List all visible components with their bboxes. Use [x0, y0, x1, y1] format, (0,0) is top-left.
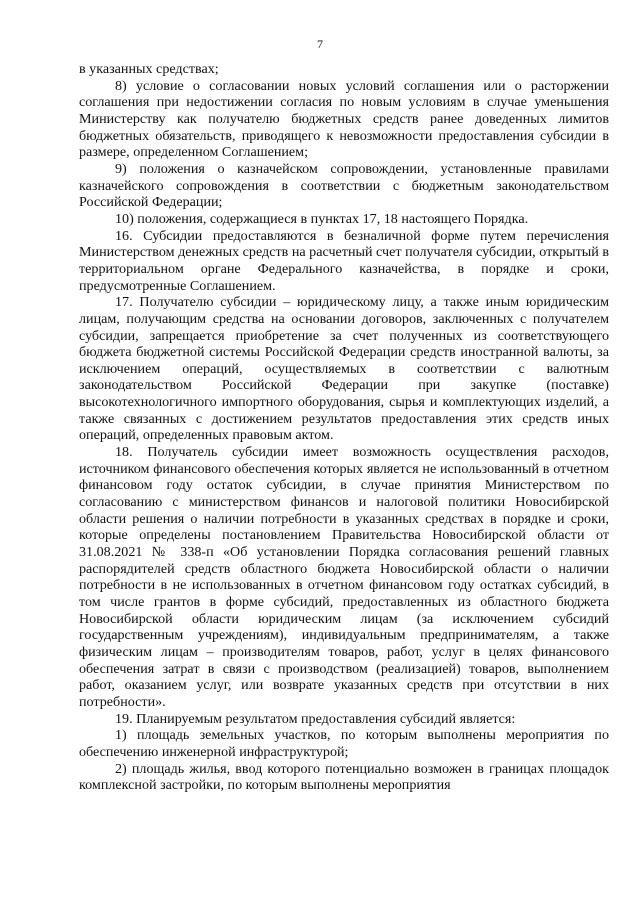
paragraph: 8) условие о согласовании новых условий соглашения или о расторжении соглашения при недостижении согласия по новым условиям в случае уменьшения Министерству как получателю бюджетных средств ранее доведенных лимитов бюджетных обязательств, приводящего к невозможности предоставления субсидии в размере, определенном Соглашением;: [79, 77, 609, 161]
paragraph: 9) положения о казначейском сопровождении, установленные правилами казначейского сопровождения в соответствии с бюджетным законодательством Российской Федерации;: [79, 160, 609, 211]
paragraph: 19. Планируемым результатом предоставления субсидий является:: [115, 710, 516, 727]
paragraph: 16. Субсидии предоставляются в безналичной форме путем перечисления Министерством денежных средств на расчетный счет получателя субсидии, открытый в территориальном органе Федерального казначейства, в порядке и сроки, предусмотренные Соглашением.: [79, 227, 609, 294]
paragraph: 1) площадь земельных участков, по которым выполнены мероприятия по обеспечению инженерной инфраструктурой;: [79, 727, 609, 760]
paragraph: в указанных средствах;: [79, 61, 219, 77]
paragraph: 2) площадь жилья, ввод которого потенциально возможен в границах площадок комплексной застройки, по которым выполнены мероприятия: [79, 760, 609, 794]
paragraph: 17. Получателю субсидии – юридическому лицу, а также иным юридическим лицам, получающим средства на основании договоров, заключенных с получателем субсидии, запрещается приобретение за счет полученных из соответствующего бюджета бюджетной системы Российской Федерации средств иностранной валюты, за исключением операций, осуществляемых в соответствии с валютным законодательством Российской Федерации при закупке (поставке) высокотехнологичного импортного оборудования, сырья и комплектующих изделий, а также связанных с достижением результатов предоставления этих средств иных операций, определенных правовым актом.: [79, 294, 609, 444]
document-body: [79, 61, 609, 794]
page-number: 7: [317, 37, 323, 51]
paragraph: 10) положения, содержащиеся в пунктах 17, 18 настоящего Порядка.: [115, 210, 529, 227]
paragraph: 18. Получатель субсидии имеет возможность осуществления расходов, источником финансового обеспечения которых является не использованный в отчетном финансовом году остаток субсидии, в случае принятия Министерством по согласованию с министерством финансов и налоговой политики Новосибирской области решения о наличии потребности в указанных средствах в порядке и сроки, которые определены постановлением Правительства Новосибирской области от 31.08.2021 № 338-п «Об установлении Порядка согласования решений главных распорядителей средств областного бюджета Новосибирской области о наличии потребности в не использованных в отчетном финансовом году остатках субсидий, в том числе грантов в форме субсидий, предоставленных из областного бюджета Новосибирской области юридическим лицам (за исключением субсидий государственным учреждениям), индивидуальным предпринимателям, а также физическим лицам – производителям товаров, работ, услуг в целях финансового обеспечения затрат в связи с производством (реализацией) товаров, выполнением работ, оказанием услуг, или возврате указанных средств при отсутствии в них потребности».: [79, 444, 609, 710]
